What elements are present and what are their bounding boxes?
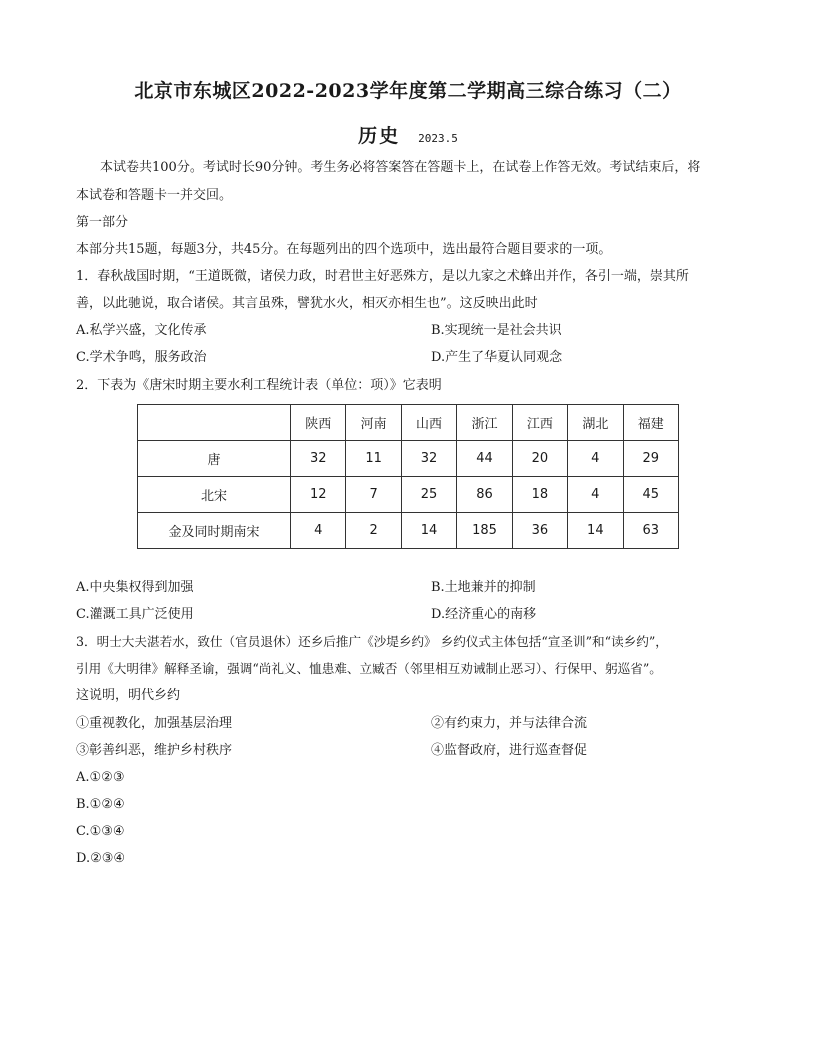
table-corner-cell bbox=[138, 405, 291, 441]
q2-stem: 2．下表为《唐宋时期主要水利工程统计表（单位：项）》它表明 bbox=[76, 378, 442, 393]
q2-option-b: B.土地兼并的抑制 bbox=[431, 580, 536, 595]
intro-line-2: 本试卷和答题卡一并交回。 bbox=[76, 188, 233, 203]
table-cell: 185 bbox=[457, 513, 512, 549]
subject-name: 历史 bbox=[358, 125, 401, 147]
subject-row bbox=[0, 121, 816, 148]
q1-option-b: B.实现统一是社会共识 bbox=[431, 323, 562, 338]
q3-stem-line-3: 这说明，明代乡约 bbox=[76, 688, 181, 703]
q3-option-b: B.①②④ bbox=[76, 797, 125, 812]
table-cell: 2 bbox=[346, 513, 401, 549]
q3-statement-3: ③彰善纠恶，维护乡村秩序 bbox=[76, 743, 233, 758]
q2-option-c: C.灌溉工具广泛使用 bbox=[76, 607, 194, 622]
table-cell: 29 bbox=[623, 441, 678, 477]
table-cell: 4 bbox=[568, 441, 623, 477]
q3-option-d: D.②③④ bbox=[76, 851, 126, 866]
q1-option-a: A.私学兴盛，文化传承 bbox=[76, 323, 207, 338]
exam-date: 2023.5 bbox=[418, 132, 458, 145]
table-row bbox=[138, 441, 679, 477]
intro-line-1: 本试卷共100分。考试时长90分钟。考生务必将答案答在答题卡上，在试卷上作答无效。考试结束后，将 bbox=[100, 160, 701, 175]
q3-option-c: C.①③④ bbox=[76, 824, 125, 839]
irrigation-stats-table bbox=[137, 404, 679, 549]
column-header: 山西 bbox=[401, 405, 456, 441]
table-cell: 45 bbox=[623, 477, 678, 513]
q3-statement-4: ④监督政府，进行巡查督促 bbox=[431, 743, 588, 758]
table-header-row bbox=[138, 405, 679, 441]
q2-option-a: A.中央集权得到加强 bbox=[76, 580, 194, 595]
row-label: 唐 bbox=[138, 441, 291, 477]
q1-option-d: D.产生了华夏认同观念 bbox=[431, 350, 563, 365]
q3-statement-1: ①重视教化，加强基层治理 bbox=[76, 716, 233, 731]
table-cell: 44 bbox=[457, 441, 512, 477]
column-header: 湖北 bbox=[568, 405, 623, 441]
table-cell: 4 bbox=[291, 513, 346, 549]
column-header: 浙江 bbox=[457, 405, 512, 441]
q3-option-a: A.①②③ bbox=[76, 770, 125, 785]
table-cell: 11 bbox=[346, 441, 401, 477]
table-cell: 32 bbox=[291, 441, 346, 477]
exam-title: 北京市东城区2022-2023学年度第二学期高三综合练习（二） bbox=[134, 80, 682, 102]
part-heading: 第一部分 bbox=[76, 215, 129, 230]
table-cell: 4 bbox=[568, 477, 623, 513]
q3-stem-line-2: 引用《大明律》解释圣谕，强调“尚礼义、恤患难、立臧否（邻里相互劝诫制止恶习）、行保甲、躬巡省”。 bbox=[76, 661, 662, 676]
q1-stem-line-1: 1．春秋战国时期，“王道既微，诸侯力政，时君世主好恶殊方，是以九家之术蜂出并作，各引一端，崇其所 bbox=[76, 269, 689, 284]
q3-stem-line-1: 3．明士大夫湛若水，致仕（官员退休）还乡后推广《沙堤乡约》 乡约仪式主体包括“宣圣训”和“读乡约”， bbox=[76, 634, 668, 649]
q2-option-d: D.经济重心的南移 bbox=[431, 607, 537, 622]
table-cell: 14 bbox=[401, 513, 456, 549]
part-instruction: 本部分共15题，每题3分，共45分。在每题列出的四个选项中，选出最符合题目要求的一项。 bbox=[76, 242, 612, 257]
column-header: 江西 bbox=[512, 405, 567, 441]
column-header: 福建 bbox=[623, 405, 678, 441]
table-cell: 20 bbox=[512, 441, 567, 477]
table-cell: 32 bbox=[401, 441, 456, 477]
table-cell: 86 bbox=[457, 477, 512, 513]
table-cell: 36 bbox=[512, 513, 567, 549]
column-header: 河南 bbox=[346, 405, 401, 441]
q1-stem-line-2: 善，以此驰说，取合诸侯。其言虽殊，譬犹水火，相灭亦相生也”。这反映出此时 bbox=[76, 296, 538, 311]
table-row bbox=[138, 513, 679, 549]
q1-option-c: C.学术争鸣，服务政治 bbox=[76, 350, 207, 365]
table-cell: 18 bbox=[512, 477, 567, 513]
table-cell: 12 bbox=[291, 477, 346, 513]
row-label: 北宋 bbox=[138, 477, 291, 513]
table-cell: 14 bbox=[568, 513, 623, 549]
table-cell: 63 bbox=[623, 513, 678, 549]
table-cell: 25 bbox=[401, 477, 456, 513]
q3-statement-2: ②有约束力，并与法律合流 bbox=[431, 716, 588, 731]
table-cell: 7 bbox=[346, 477, 401, 513]
table-row bbox=[138, 477, 679, 513]
row-label: 金及同时期南宋 bbox=[138, 513, 291, 549]
column-header: 陕西 bbox=[291, 405, 346, 441]
